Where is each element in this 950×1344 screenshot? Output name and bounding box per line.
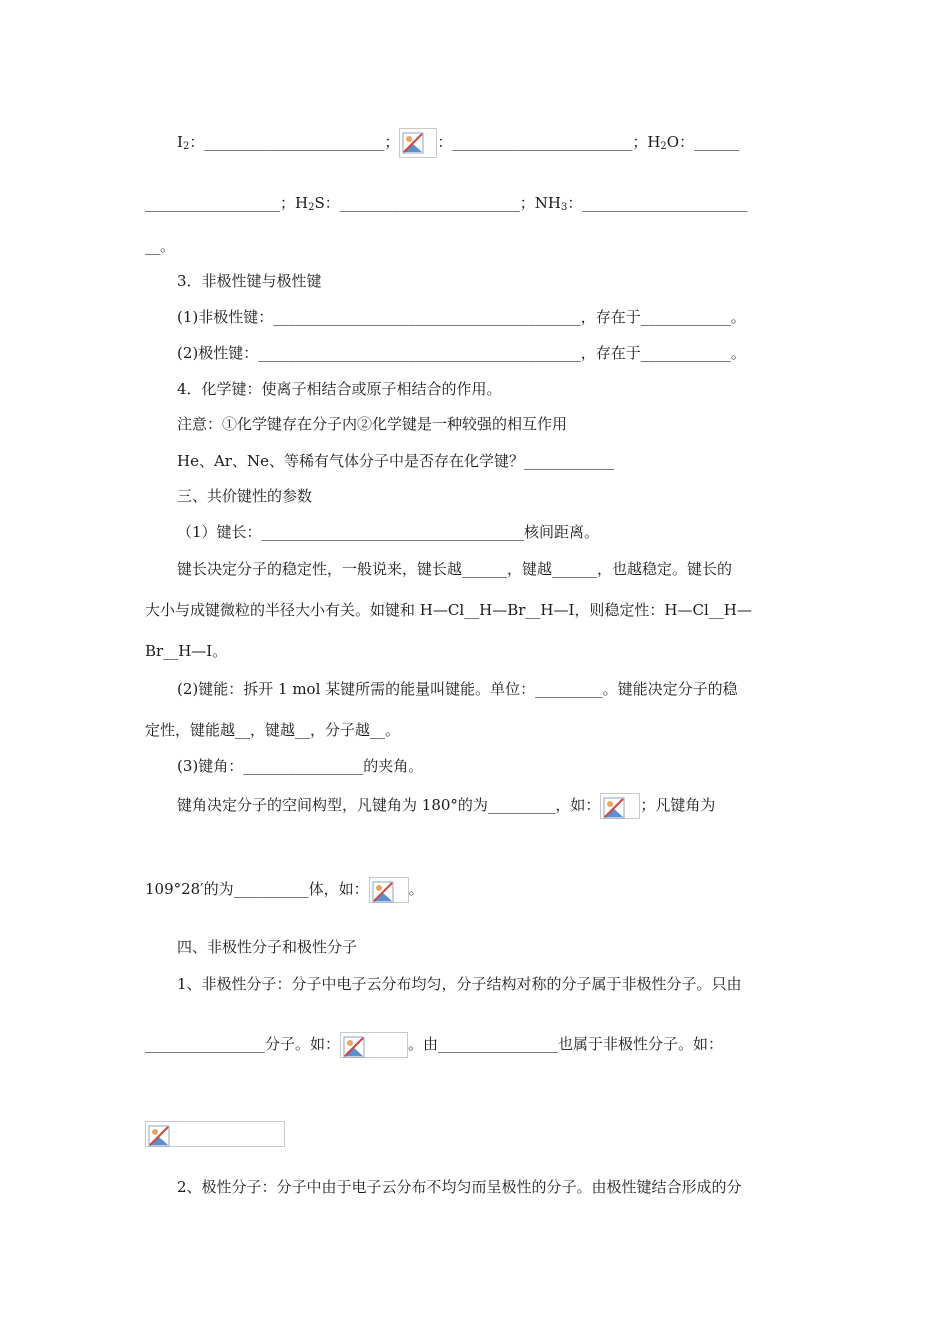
section-heading-4: 四、非极性分子和极性分子 <box>177 938 358 956</box>
subscript: 2 <box>308 202 315 213</box>
formula-line-2 <box>145 193 747 213</box>
bond-energy-para-2: 定性，键能越__，键越__，分子越__。 <box>145 721 401 739</box>
polar-molecule-para-1: 2、极性分子：分子中由于电子云分布不均匀而呈极性的分子。由极性键结合形成的分 <box>177 1178 742 1196</box>
bond-angle-para-2 <box>145 877 424 903</box>
broken-image-icon <box>600 793 640 819</box>
section-4-title: 4．化学键：使离子相结合或原子相结合的作用。 <box>177 380 502 398</box>
text: ；凡键角为 <box>640 796 716 814</box>
blank-end: ：______________________ <box>567 194 748 212</box>
section-3-title: 3．非极性键与极性键 <box>177 272 322 290</box>
nonpolar-molecule-para-1: 1、非极性分子：分子中电子云分布均匀，分子结构对称的分子属于非极性分子。只由 <box>177 975 742 993</box>
text: 109°28′的为__________体，如： <box>145 880 369 898</box>
blank-nh3: S：________________________；NH <box>314 194 561 212</box>
text-h2o: O：______ <box>666 133 740 151</box>
text-i2: I <box>177 133 183 151</box>
text: 。由________________也属于非极性分子。如： <box>408 1035 724 1053</box>
bond-energy-para-1: (2)键能：拆开 1 mol 某键所需的能量叫键能。单位：_________。键能决定分子的稳 <box>177 680 738 698</box>
broken-image-icon <box>340 1032 408 1058</box>
subscript: 2 <box>660 141 667 152</box>
text: 键角决定分子的空间构型，凡键角为 180°的为_________，如： <box>177 796 601 814</box>
blank-i2: ：________________________； <box>189 133 400 151</box>
note-line: 注意：①化学键存在分子内②化学键是一种较强的相互作用 <box>177 415 568 433</box>
broken-image-icon <box>399 128 437 158</box>
section-heading-3: 三、共价键性的参数 <box>177 487 313 505</box>
broken-image-icon <box>145 1121 285 1147</box>
bond-length-para-3: Br__H—I。 <box>145 642 228 660</box>
noble-gas-question: He、Ar、Ne、等稀有气体分子中是否存在化学键？____________ <box>177 452 614 470</box>
broken-image-icon <box>369 877 409 903</box>
formula-line-1 <box>177 128 739 158</box>
bond-length-para-1: 键长决定分子的稳定性，一般说来，键长越______，键越______，也越稳定。键长的 <box>177 560 733 578</box>
bond-angle-para-1 <box>177 793 715 819</box>
blank-h2o: ：________________________；H <box>437 133 661 151</box>
nonpolar-bond-line: (1)非极性键：_________________________________________，存在于____________。 <box>177 308 746 326</box>
nonpolar-molecule-para-2 <box>145 1032 723 1058</box>
polar-bond-line: (2)极性键：___________________________________________，存在于____________。 <box>177 344 746 362</box>
formula-line-3: __。 <box>145 237 176 255</box>
text: ________________分子。如： <box>145 1035 341 1053</box>
blank-h2s: __________________；H <box>145 194 309 212</box>
image-row <box>145 1121 285 1147</box>
bond-length-para-2: 大小与成键微粒的半径大小有关。如键和 H—Cl__H—Br__H—I，则稳定性：H—Cl__H— <box>145 601 752 619</box>
text: 。 <box>408 880 424 898</box>
bond-length-line: （1）键长：___________________________________核间距离。 <box>177 523 600 541</box>
subscript: 2 <box>182 141 190 152</box>
bond-angle-line: (3)键角：________________的夹角。 <box>177 757 424 775</box>
subscript: 3 <box>560 202 568 213</box>
